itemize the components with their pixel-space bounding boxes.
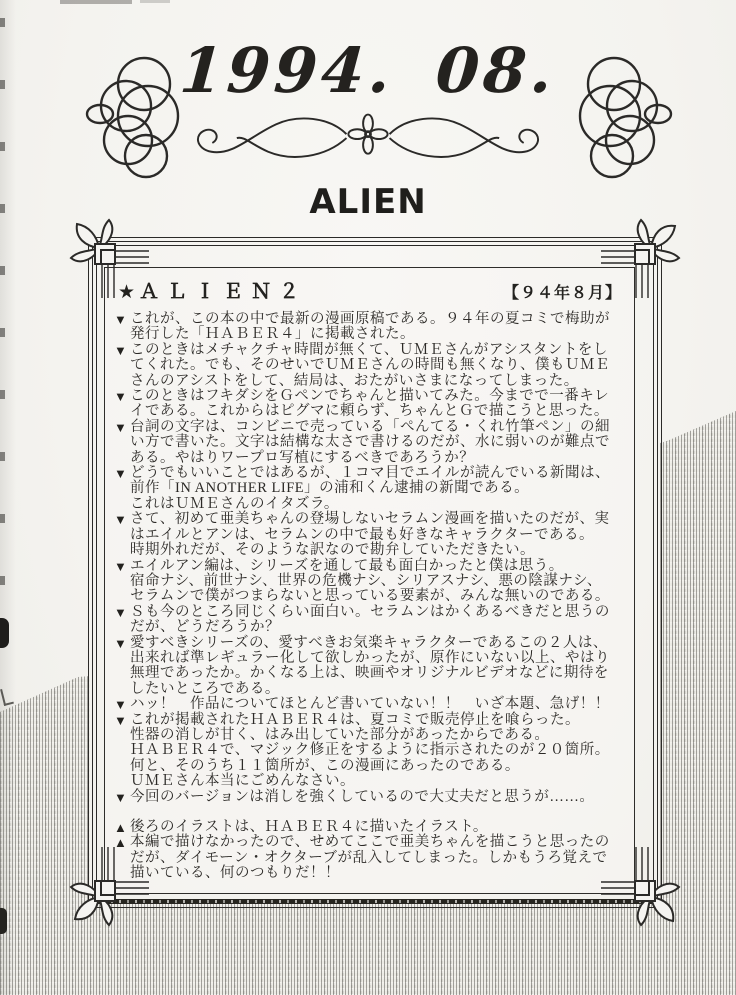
panel-entry [114, 312, 630, 343]
corner-ornament-icon [69, 847, 149, 927]
entry-text: これが、この本の中で最新の漫画原稿である。９４年の夏コミで梅助が 発行した「ＨＡＢＥＲ４」に掲載された。 [130, 311, 610, 343]
panel-title: ＡＬＩＥＮ２ [139, 281, 308, 303]
entry-marker-icon: ▼ [114, 604, 127, 620]
entry-marker-icon: ▼ [114, 712, 127, 728]
entry-text: 今回のバージョンは消しを強くしているので大丈夫だと思うが……。 [130, 788, 595, 805]
entry-text: このときはメチャクチャ時間が無くて、ＵＭＥさんがアシスタントをし てくれた。でも、そのせいでＵＭＥさんの時間も無くなり、僕もＵＭＥ さんのアシストをして、結局は、おたがいさまになってしまった。 [130, 341, 610, 389]
entry-text: 本編で描けなかったので、せめてここで亜美ちゃんを描こうと思ったの だが、ダイモーン・オクターブが乱入してしまった。しかもうろ覚えで 描いている、何のつもりだ！！ [130, 834, 610, 882]
flourish-knot-left-icon [82, 52, 192, 182]
panel-entry [114, 420, 630, 466]
star-icon: ★ [118, 282, 136, 303]
entry-marker-icon: ▼ [114, 512, 127, 528]
entry-text: さて、初めて亜美ちゃんの登場しないセラムン漫画を描いたのだが、実 はエイルとアンは、セラムンの中で最も好きなキャラクターである。 時期外れだが、そのような訳なので勘弁していただきたい。 [130, 511, 610, 559]
entry-text: Ｓも今のところ同じくらい面白い。セラムンはかくあるべきだと思うの だが、どうだろうか？ [130, 603, 610, 636]
panel-entry [114, 790, 630, 805]
panel-entry [114, 466, 630, 512]
entry-marker-icon: ▲ [114, 835, 127, 851]
corner-ornament-icon [601, 218, 681, 298]
entry-text: 愛すべきシリーズの、愛すべきお気楽キャラクターであるこの２人は、 出来れば準レギュラー化して欲しかったが、原作にいない以上、やはり 無理であったか。かくなる上は、映画やオリジナルビデオなどに期待を したいところである。 [130, 634, 610, 697]
corner-ornament-icon [601, 847, 681, 927]
date-month: 08. [433, 34, 559, 107]
scan-blob [0, 618, 9, 648]
entry-text: このときはフキダシをＧペンでちゃんと描いてみた。今までで一番キレ イである。これからはピグマに頼らず、ちゃんとＧで描こうと思った。 [130, 388, 610, 420]
entry-marker-icon: ▼ [114, 635, 127, 651]
entry-text: ハッ！ 作品についてほとんど書いていない！！ いざ本題、急げ！！ [130, 696, 610, 713]
series-title: ALIEN [309, 182, 427, 222]
panel-entry [114, 512, 630, 558]
date-year: 1994. [177, 34, 397, 107]
commentary-panel [104, 267, 635, 894]
entry-marker-icon: ▼ [114, 558, 127, 574]
corner-ornament-icon [69, 218, 149, 298]
scan-smudge [140, 0, 170, 3]
frame-bottom-rule [97, 899, 653, 904]
flourish-knot-right-icon [566, 52, 676, 182]
calligraphic-divider-icon [182, 108, 554, 172]
entry-marker-icon: ▼ [114, 466, 127, 482]
entry-marker-icon: ▲ [114, 820, 127, 835]
entry-marker-icon: ▼ [114, 342, 127, 358]
panel-entry [114, 559, 630, 605]
panel-entry [114, 713, 630, 790]
decorative-frame [88, 237, 662, 908]
panel-entry [114, 697, 630, 712]
entry-marker-icon: ▼ [114, 312, 127, 327]
panel-entry [114, 605, 630, 636]
entry-marker-icon: ▼ [114, 697, 127, 713]
scan-smudge [60, 0, 132, 4]
entry-text: これが掲載されたＨＡＢＥＲ４は、夏コミで販売停止を喰らった。 性器の消しが甘く、はみ出していた部分があったからである。 ＨＡＢＥＲ４で、マジック修正をするように指示されたのが２０箇所。 何と、そのうち１１箇所が、この漫画にあったのである。 ＵＭＥさん本当にごめんなさい。 [130, 711, 610, 790]
entry-marker-icon: ▼ [114, 419, 127, 435]
entry-marker-icon: ▼ [114, 789, 127, 805]
panel-entries [105, 304, 634, 882]
entry-marker-icon: ▼ [114, 389, 127, 405]
panel-date-badge: 【９４年８月】 [502, 285, 622, 302]
panel-entry [114, 636, 630, 698]
panel-header [105, 268, 634, 304]
panel-entry [114, 389, 630, 420]
edge-tick-marks [0, 18, 5, 698]
panel-entry [114, 835, 630, 881]
entry-text: どうでもいいことではあるが、１コマ目でエイルが読んでいる新聞は、 前作「IN ANOTHER LIFE」の浦和くん逮捕の新聞である。 これはＵＭＥさんのイタズラ。 [130, 465, 610, 512]
scan-blob [0, 908, 7, 934]
entry-text: 後ろのイラストは、ＨＡＢＥＲ４に描いたイラスト。 [130, 819, 488, 835]
entry-text: エイルアン編は、シリーズを通して最も面白かったと僕は思う。 宿命ナシ、前世ナシ、世界の危機ナシ、シリアスナシ、悪の陰謀ナシ、 セラムンで僕がつまらないと思っている要素が、みんな無いのである。 [130, 557, 610, 605]
entry-text: 台詞の文字は、コンビニで売っている「ぺんてる・くれ竹筆ペン」の細 い方で書いた。文字は結構な太さで書けるのだが、水に弱いのが難点で ある。やはりワープロ写植にするべきであろうか？ [130, 418, 610, 466]
panel-entry [114, 343, 630, 389]
